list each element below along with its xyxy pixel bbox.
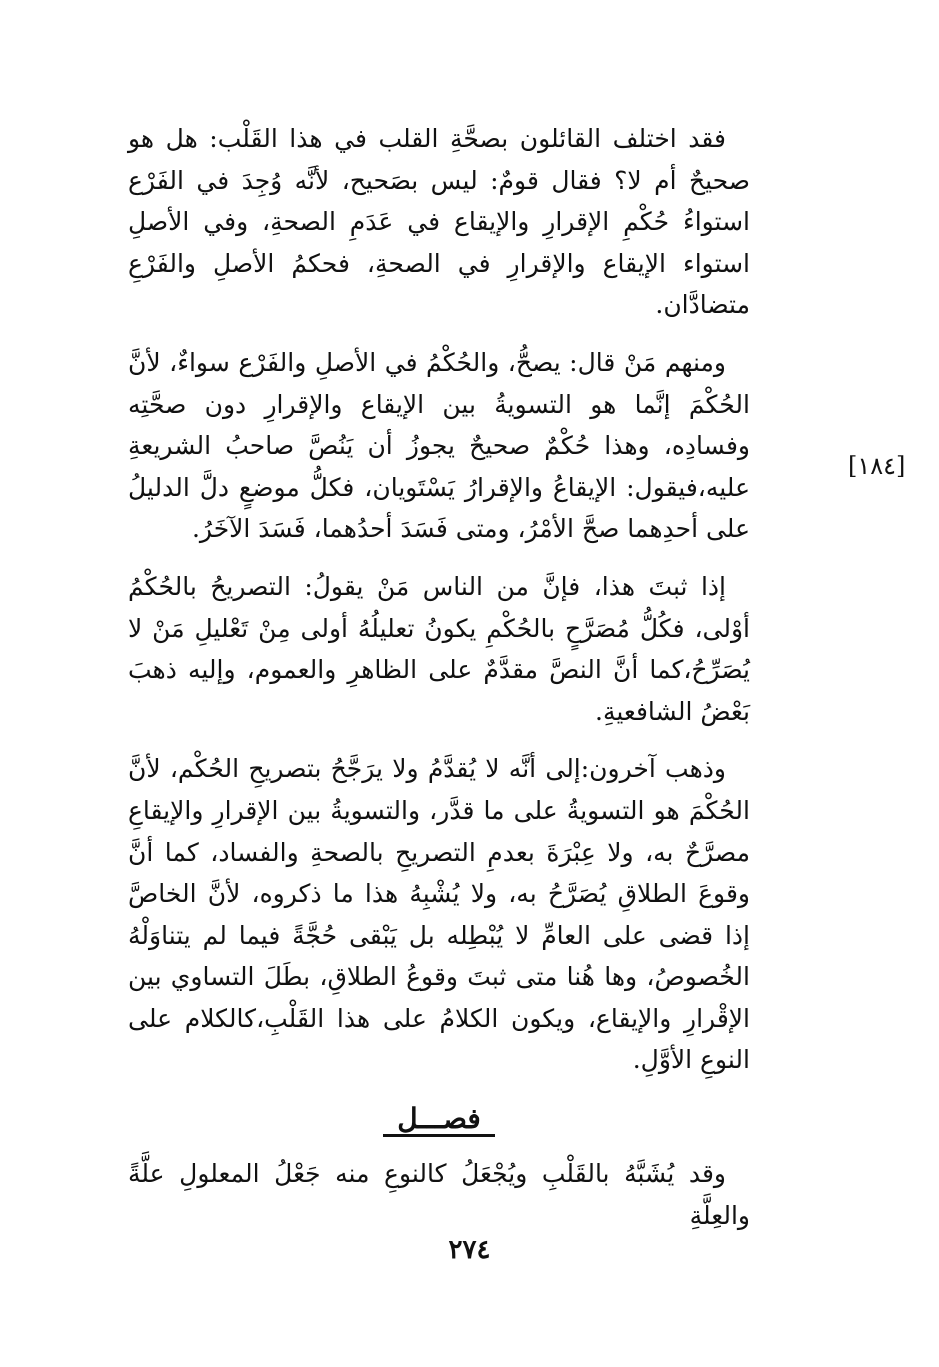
paragraph-5: وقد يُشَبَّهُ بالقَلْبِ ويُجْعَلُ كالنوعِ منه جَعْلُ المعلولِ علَّةً والعِلَّةِ [128, 1159, 750, 1230]
paragraph-1: فقد اختلف القائلون بصحَّةِ القلب في هذا القَلْب: هل هو صحيحٌ أم لا؟ فقال قومٌ: ليس بصَحيح، لأنَّه وُجِدَ في الفَرْع استواءُ حُكْمِ الإقرارِ والإيقاع في عَدَمِ الصحةِ، وفي الأصلِ استواء الإيقاع والإقرارِ في الصحةِ، فحكمُ الأصلِ والفَرْعِ متضادَّان. [128, 124, 750, 320]
paragraph-3: إذا ثبتَ هذا، فإنَّ من الناس مَنْ يقولُ: التصريحُ بالحُكْمُ أوْلى، فكُلُّ مُصَرَّحٍ بالحُكْمِ يكونُ تعليلُهُ أولى مِنْ تَعْليلِ مَنْ لا يُصَرِّحُ،كما أنَّ النصَّ مقدَّمٌ على الظاهرِ والعموم، وإليه ذهبَ بَعْضُ الشافعيةِ. [128, 571, 750, 726]
section-heading-text: فصـــل [383, 1104, 494, 1137]
section-heading [128, 1097, 750, 1141]
paragraph-2: ومنهم مَنْ قال: يصحُّ، والحُكْمُ في الأصلِ والفَرْع سواءٌ، لأنَّ الحُكْمَ إنَّما هو التسويةُ بين الإيقاع والإقرارِ دون صحَّتِه وفسادِه، وهذا حُكْمٌ صحيحٌ يجوزُ أن يَنُصَّ صاحبُ الشريعةِ عليه،فيقول: الإيقاعُ والإقرارُ يَسْتَويان، فكلُّ موضعٍ دلَّ الدليلُ على أحدِهما صحَّ الأمْرُ، ومتى فَسَدَ أحدُهما، فَسَدَ الآخَرُ. [128, 347, 750, 544]
page-number: ٢٧٤ [448, 1235, 491, 1265]
main-text [128, 118, 750, 1252]
margin-page-marker: [١٨٤] [848, 452, 906, 480]
paragraph-4: وذهب آخرون:إلى أنَّه لا يُقدَّمُ ولا يرَجَّحُ بتصريحِ الحُكْم، لأنَّ الحُكْمَ هو التسويةُ على ما قدَّر، والتسويةُ بين الإقرارِ والإيقاعِ مصرَّحٌ به، ولا عِبْرَةَ بعدمِ التصريحِ بالصحةِ والفساد، كما أنَّ وقوعَ الطلاقِ يُصَرَّحُ به، ولا يُشْبِهُ هذا ما ذكروه، لأنَّ الخاصَّ إذا قضى على العامِّ لا يُبْطِله بل يَبْقى حُجَّةً فيما لم يتناوَلْهُ الخُصوصُ، وها هُنا متى ثبتَ وقوعُ الطلاقِ، بطَلَ التساوي بين الإقْرارِ والإيقاع، ويكون الكلامُ على هذا القَلْبِ،كالكلام على النوعِ الأوَّلِ. [128, 754, 750, 1075]
